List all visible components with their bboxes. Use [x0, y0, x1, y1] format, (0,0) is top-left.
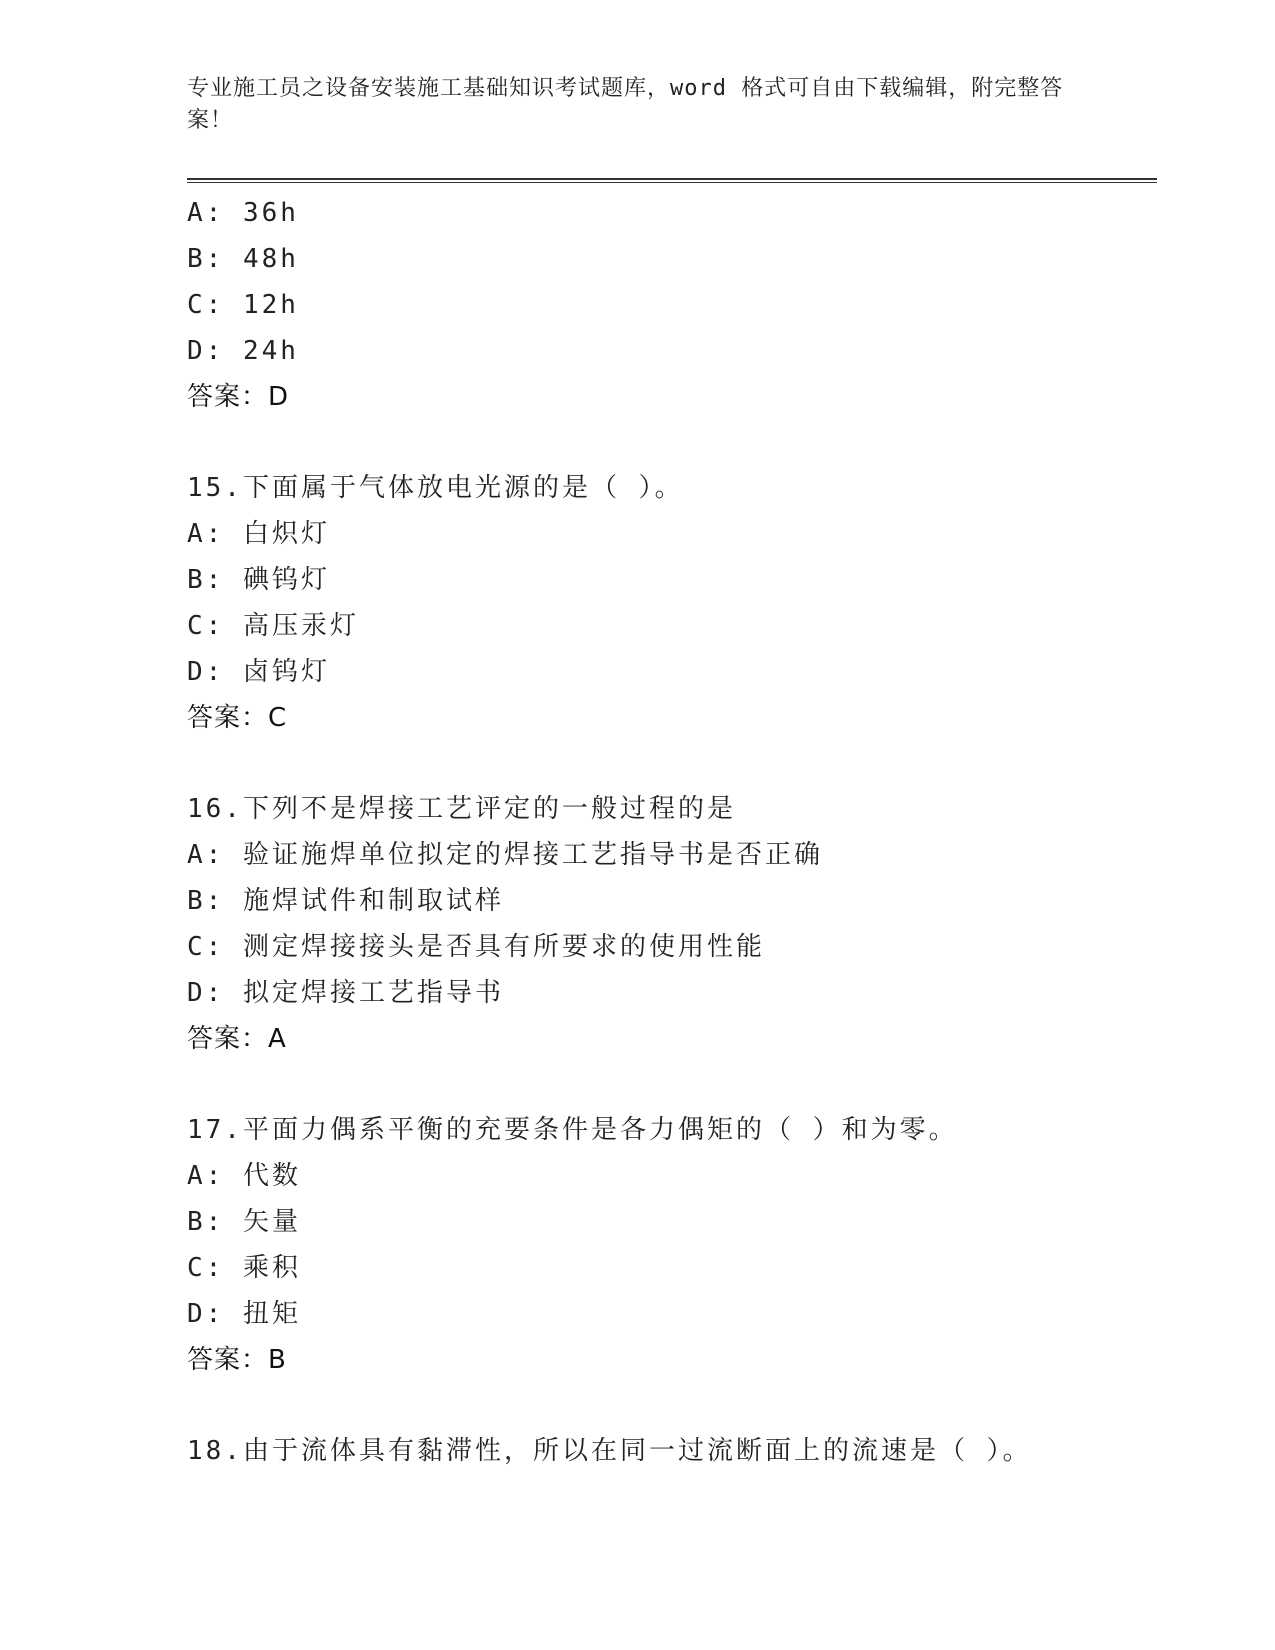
answer: 答案：C — [187, 703, 288, 733]
option-c: C: 乘积 — [187, 1253, 301, 1283]
question-text: 18.由于流体具有黏滞性，所以在同一过流断面上的流速是（ ）。 — [187, 1436, 1032, 1466]
header-divider — [187, 178, 1157, 183]
option-a: A: 验证施焊单位拟定的焊接工艺指导书是否正确 — [187, 840, 823, 870]
question-text: 16.下列不是焊接工艺评定的一般过程的是 — [187, 794, 736, 824]
question-text: 17.平面力偶系平衡的充要条件是各力偶矩的（ ）和为零。 — [187, 1115, 958, 1145]
option-a: A: 白炽灯 — [187, 519, 330, 549]
document-header: 专业施工员之设备安装施工基础知识考试题库，word 格式可自由下载编辑，附完整答案！ — [187, 76, 1064, 133]
option-d: D: 扭矩 — [187, 1299, 301, 1329]
option-c: C: 测定焊接接头是否具有所要求的使用性能 — [187, 932, 765, 962]
option-b: B: 碘钨灯 — [187, 565, 330, 595]
option-c: C: 12h — [187, 290, 299, 320]
answer: 答案：B — [187, 1345, 287, 1375]
option-d: D: 卤钨灯 — [187, 657, 330, 687]
question-text: 15.下面属于气体放电光源的是（ ）。 — [187, 473, 684, 503]
option-a: A: 36h — [187, 198, 299, 228]
option-a: A: 代数 — [187, 1161, 301, 1191]
option-c: C: 高压汞灯 — [187, 611, 359, 641]
answer: 答案：D — [187, 382, 290, 412]
option-b: B: 48h — [187, 244, 299, 274]
answer: 答案：A — [187, 1024, 287, 1054]
option-d: D: 24h — [187, 336, 299, 366]
option-b: B: 施焊试件和制取试样 — [187, 886, 504, 916]
option-b: B: 矢量 — [187, 1207, 301, 1237]
question-list — [187, 190, 1157, 1474]
option-d: D: 拟定焊接工艺指导书 — [187, 978, 504, 1008]
